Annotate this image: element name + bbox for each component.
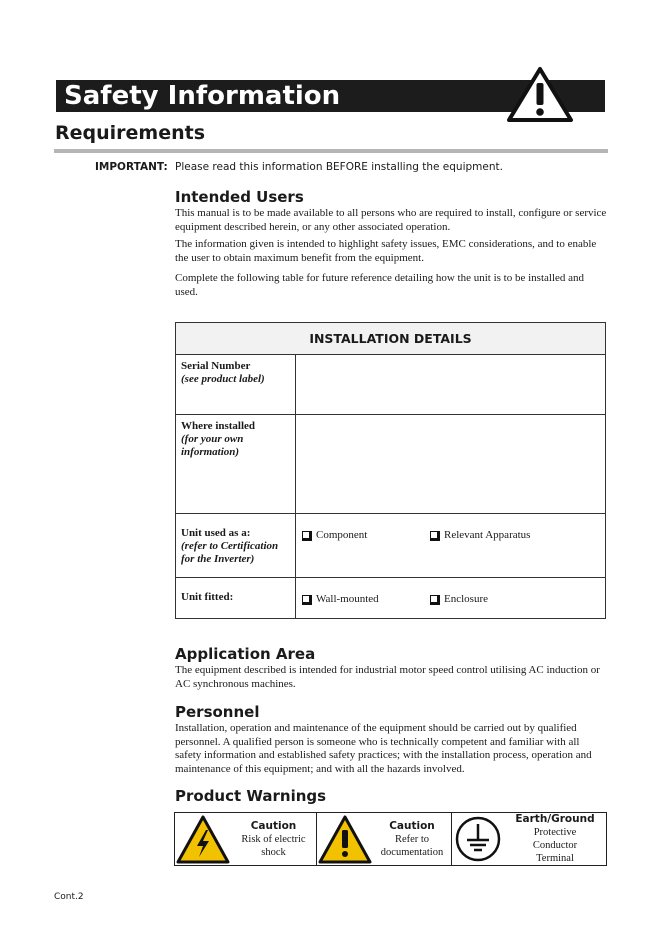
unit-used-as-options (296, 514, 606, 578)
warning-cell-electric-shock (175, 813, 317, 866)
option-label: Relevant Apparatus (444, 529, 531, 541)
intended-users-paragraph-3: Complete the following table for future reference detailing how the unit is to be installed and used. (175, 272, 585, 298)
option-component[interactable] (302, 529, 426, 541)
row-note: (see product label) (181, 373, 265, 385)
warning-line: Protective (533, 827, 577, 838)
checkbox[interactable] (430, 595, 440, 605)
table-title: INSTALLATION DETAILS (176, 323, 606, 355)
section-heading-requirements: Requirements (55, 122, 206, 144)
caution-documentation-icon (317, 813, 373, 865)
warning-line: Conductor (532, 840, 578, 851)
table-row (176, 578, 606, 619)
application-area-text: The equipment described is intended for industrial motor speed control utilising AC induction or AC synchronous machines. (175, 664, 600, 690)
product-warnings-table (174, 812, 607, 866)
table-header-row (176, 323, 606, 355)
row-label: Unit used as a: (181, 527, 251, 539)
table-row (176, 415, 606, 514)
page-footer: Cont.2 (54, 892, 84, 902)
warning-triangle-icon (506, 66, 574, 122)
warning-cell-refer-documentation (317, 813, 452, 866)
row-note: (refer to Certification for the Inverter) (181, 540, 279, 565)
row-label-unit-used-as (176, 514, 296, 578)
warning-line: shock (261, 846, 286, 858)
row-label-where-installed (176, 415, 296, 514)
installation-details-table (175, 322, 606, 619)
row-label: Serial Number (181, 360, 251, 372)
personnel-text: Installation, operation and maintenance of the equipment should be carried out by qualified personnel. A qualified person is someone who is technically competent and familiar with all safety information and established safety practices; with the installation process, operation and maintenance of this equipment; and with all the hazards involved. (175, 722, 592, 775)
option-label: Wall-mounted (316, 593, 379, 605)
row-label-unit-fitted (176, 578, 296, 619)
where-installed-field[interactable] (296, 415, 606, 514)
row-label: Where installed (181, 420, 256, 432)
warning-line: documentation (380, 846, 444, 858)
heading-personnel: Personnel (175, 703, 260, 721)
warning-line: Terminal (536, 853, 574, 864)
checkbox[interactable] (302, 595, 312, 605)
important-label: IMPORTANT: (95, 161, 168, 173)
warning-title: Caution (389, 819, 435, 832)
heading-intended-users: Intended Users (175, 188, 304, 206)
row-note: (for your own information) (181, 433, 244, 458)
row-label-serial-number (176, 355, 296, 415)
warning-text (373, 820, 451, 859)
intended-users-paragraph-2: The information given is intended to highlight safety issues, EMC considerations, and to enable the user to obtain maximum benefit from the equipment. (175, 238, 597, 264)
warnings-row (175, 813, 607, 866)
warning-text (504, 813, 606, 865)
checkbox[interactable] (302, 531, 312, 541)
warning-line: Refer to (394, 833, 430, 845)
serial-number-field[interactable] (296, 355, 606, 415)
row-label: Unit fitted: (181, 591, 234, 603)
heading-product-warnings: Product Warnings (175, 787, 327, 805)
warning-title: Caution (250, 819, 297, 832)
option-label: Component (316, 529, 368, 541)
option-enclosure[interactable] (430, 593, 488, 605)
warning-line: Risk of electric (241, 833, 306, 845)
warning-cell-earth-ground (452, 813, 607, 866)
option-relevant-apparatus[interactable] (430, 529, 530, 541)
option-label: Enclosure (444, 593, 488, 605)
checkbox[interactable] (430, 531, 440, 541)
heading-application-area: Application Area (175, 645, 316, 663)
option-wall-mounted[interactable] (302, 593, 426, 605)
earth-ground-icon (452, 813, 504, 865)
intended-users-paragraph-1: This manual is to be made available to all persons who are required to install, configure or service equipment described herein, or any other associated operation. (175, 207, 607, 233)
warning-text (231, 820, 316, 859)
electric-shock-warning-icon (175, 813, 231, 865)
important-text: Please read this information BEFORE installing the equipment. (175, 161, 503, 173)
table-row (176, 514, 606, 578)
table-row (176, 355, 606, 415)
unit-fitted-options (296, 578, 606, 619)
section-divider (54, 149, 608, 153)
warning-title: Earth/Ground (515, 813, 595, 825)
page-title: Safety Information (64, 81, 341, 111)
